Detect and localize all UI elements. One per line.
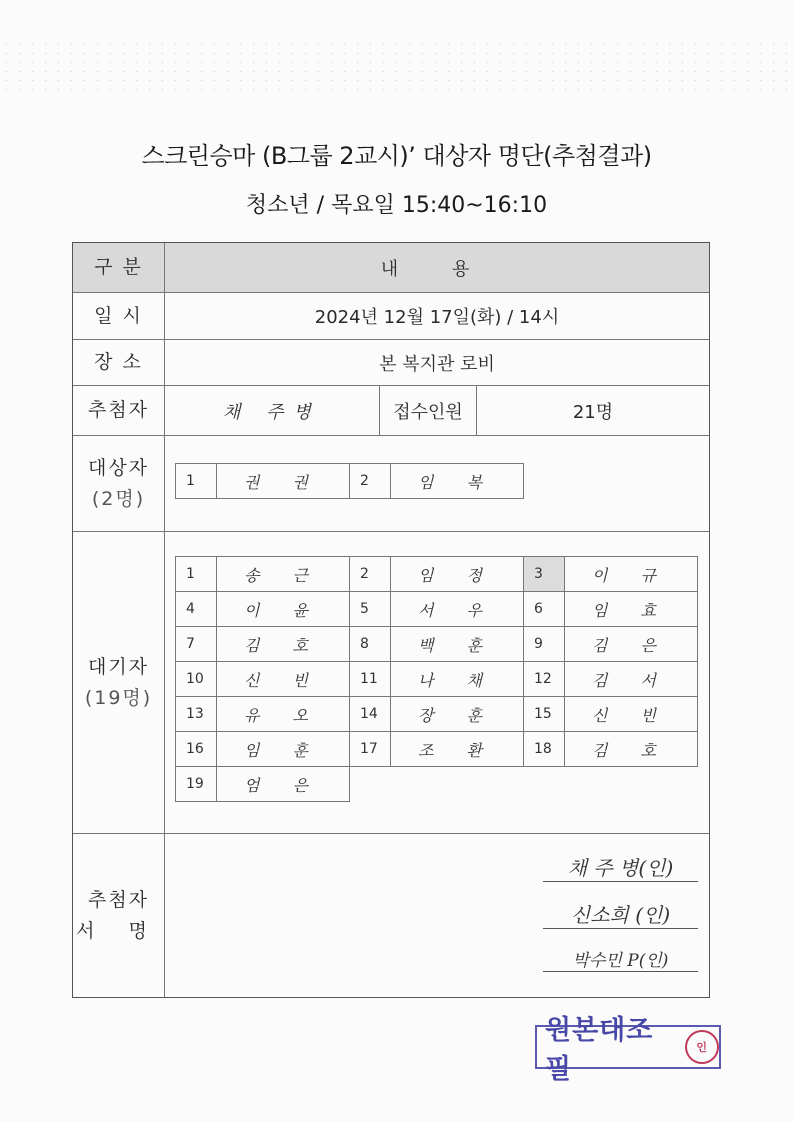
waiting-label: 대기자 bbox=[87, 656, 150, 679]
entry-number: 6 bbox=[524, 592, 565, 627]
applicants-label: 접수인원 bbox=[379, 386, 477, 435]
entry-name: 조 환 bbox=[391, 732, 524, 767]
waiting-row bbox=[73, 532, 709, 834]
empty-cell bbox=[565, 767, 698, 802]
header-label: 구 분 bbox=[73, 243, 165, 292]
table-row bbox=[176, 464, 524, 499]
form-table bbox=[72, 242, 710, 998]
certified-copy-stamp bbox=[535, 1015, 721, 1085]
waiting-label-cell bbox=[73, 532, 165, 833]
entry-name: 나 채 bbox=[391, 662, 524, 697]
entry-name: 김 서 bbox=[565, 662, 698, 697]
empty-cell bbox=[524, 767, 565, 802]
entry-name: 서 우 bbox=[391, 592, 524, 627]
entry-number: 17 bbox=[350, 732, 391, 767]
signature-2: 신소희 (인) bbox=[543, 899, 698, 929]
entry-name: 엄 은 bbox=[217, 767, 350, 802]
entry-name: 송 근 bbox=[217, 557, 350, 592]
drawer-name: 채 주병 bbox=[223, 401, 321, 423]
empty-cell bbox=[350, 767, 391, 802]
signature-label-2: 서 명 bbox=[76, 919, 161, 942]
selected-row bbox=[73, 436, 709, 532]
selected-count: (2명) bbox=[91, 487, 146, 510]
entry-number: 15 bbox=[524, 697, 565, 732]
entry-number: 19 bbox=[176, 767, 217, 802]
entry-name: 김 은 bbox=[565, 627, 698, 662]
entry-number: 13 bbox=[176, 697, 217, 732]
entry-number: 10 bbox=[176, 662, 217, 697]
entry-name: 임 정 bbox=[391, 557, 524, 592]
entry-name: 신 빈 bbox=[217, 662, 350, 697]
entry-number: 12 bbox=[524, 662, 565, 697]
datetime-value: 2024년 12월 17일(화) / 14시 bbox=[314, 307, 560, 328]
entry-number: 9 bbox=[524, 627, 565, 662]
selected-label-cell bbox=[73, 436, 165, 531]
signature-label-cell bbox=[73, 834, 165, 997]
entry-number: 2 bbox=[350, 464, 391, 499]
entry-number: 4 bbox=[176, 592, 217, 627]
table-row bbox=[176, 697, 698, 732]
table-row bbox=[176, 767, 698, 802]
entry-name: 신 빈 bbox=[565, 697, 698, 732]
selected-table bbox=[175, 463, 524, 499]
signature-3: 박수민 P(인) bbox=[543, 946, 698, 972]
entry-number: 18 bbox=[524, 732, 565, 767]
drawer-row bbox=[73, 386, 709, 436]
signature-label-1: 추첨자 bbox=[87, 889, 150, 912]
entry-number: 1 bbox=[176, 464, 217, 499]
entry-number: 3 bbox=[524, 557, 565, 592]
scan-noise bbox=[0, 40, 793, 90]
stamp-text: 원본대조필 bbox=[545, 1015, 654, 1085]
place-label: 장 소 bbox=[73, 340, 165, 385]
document-subtitle: 청소년 / 목요일 15:40~16:10 bbox=[245, 193, 548, 218]
datetime-row bbox=[73, 293, 709, 340]
drawer-label: 추첨자 bbox=[73, 386, 165, 435]
entry-name: 임 효 bbox=[565, 592, 698, 627]
entry-number: 5 bbox=[350, 592, 391, 627]
entry-number: 11 bbox=[350, 662, 391, 697]
entry-name: 이 규 bbox=[565, 557, 698, 592]
entry-name: 장 훈 bbox=[391, 697, 524, 732]
entry-number: 1 bbox=[176, 557, 217, 592]
entry-name: 김 호 bbox=[565, 732, 698, 767]
waiting-table bbox=[175, 556, 698, 802]
entry-number: 16 bbox=[176, 732, 217, 767]
selected-label: 대상자 bbox=[87, 457, 150, 480]
entry-number: 7 bbox=[176, 627, 217, 662]
entry-name: 임 훈 bbox=[217, 732, 350, 767]
entry-number: 14 bbox=[350, 697, 391, 732]
table-row bbox=[176, 592, 698, 627]
table-row bbox=[176, 557, 698, 592]
entry-name: 권 권 bbox=[217, 464, 350, 499]
entry-name: 유 오 bbox=[217, 697, 350, 732]
place-row bbox=[73, 340, 709, 386]
header-row bbox=[73, 243, 709, 293]
entry-name: 이 윤 bbox=[217, 592, 350, 627]
entry-name: 백 훈 bbox=[391, 627, 524, 662]
entry-number: 8 bbox=[350, 627, 391, 662]
table-row bbox=[176, 627, 698, 662]
applicants-value: 21명 bbox=[572, 401, 614, 423]
entry-name: 김 호 bbox=[217, 627, 350, 662]
place-value: 본 복지관 로비 bbox=[379, 353, 495, 375]
entry-name: 임 복 bbox=[391, 464, 524, 499]
datetime-label: 일 시 bbox=[73, 293, 165, 339]
waiting-count: (19명) bbox=[84, 686, 153, 709]
document-title: 스크린승마 (B그룹 2교시)’ 대상자 명단(추첨결과) bbox=[141, 142, 652, 170]
empty-cell bbox=[391, 767, 524, 802]
table-row bbox=[176, 662, 698, 697]
signature-row bbox=[73, 834, 709, 997]
signature-1: 채 주 병(인) bbox=[543, 852, 698, 882]
header-value: 내 용 bbox=[165, 243, 709, 292]
entry-number: 2 bbox=[350, 557, 391, 592]
table-row bbox=[176, 732, 698, 767]
seal-icon: 인 bbox=[685, 1030, 719, 1064]
